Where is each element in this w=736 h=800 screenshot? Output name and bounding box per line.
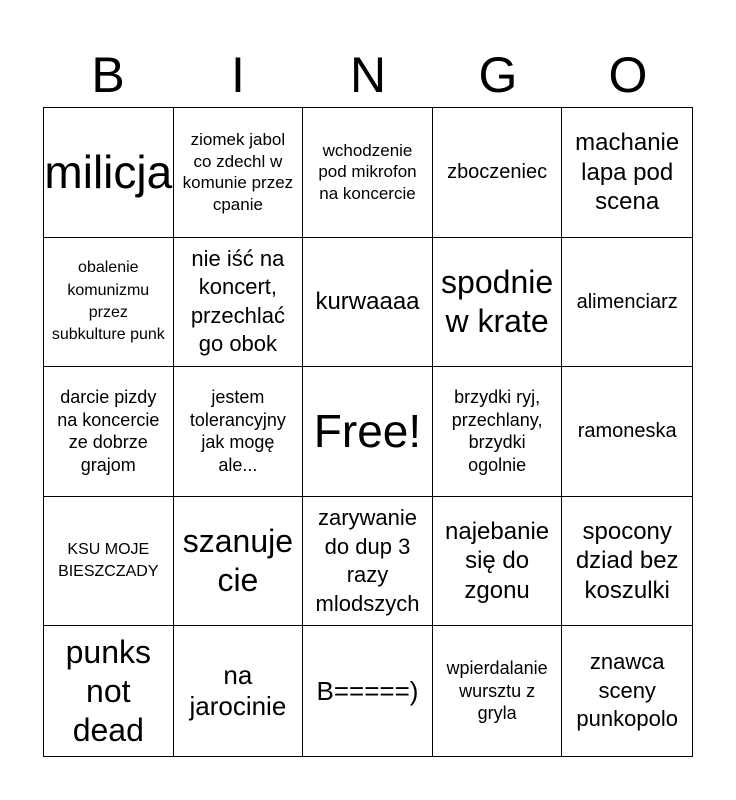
bingo-cell[interactable]: punks not dead bbox=[44, 626, 174, 756]
bingo-cell[interactable]: spodnie w krate bbox=[433, 238, 563, 368]
bingo-cell[interactable]: najebanie się do zgonu bbox=[433, 497, 563, 627]
bingo-board bbox=[43, 107, 693, 757]
bingo-cell[interactable]: zboczeniec bbox=[433, 108, 563, 238]
bingo-cell[interactable]: machanie lapa pod scena bbox=[562, 108, 692, 238]
bingo-cell[interactable]: znawca sceny punkopolo bbox=[576, 649, 678, 732]
bingo-cell[interactable]: B=====) bbox=[303, 626, 433, 756]
header-letter-i: I bbox=[231, 47, 245, 103]
bingo-cell[interactable]: kurwaaaa bbox=[303, 238, 433, 368]
bingo-cell[interactable]: nie iść na koncert, przechlać go obok bbox=[174, 238, 304, 368]
bingo-cell[interactable]: alimenciarz bbox=[562, 238, 692, 368]
header-letter-o: O bbox=[608, 47, 648, 103]
bingo-cell[interactable]: zarywanie do dup 3 razy mlodszych bbox=[303, 497, 433, 627]
header-letter-n: N bbox=[349, 47, 387, 103]
bingo-cell[interactable]: obalenie komunizmu przez subkulture punk bbox=[44, 238, 174, 368]
free-space[interactable]: Free! bbox=[303, 367, 433, 497]
bingo-cell[interactable]: ziomek jabol co zdechl w komunie przez cpanie bbox=[174, 108, 304, 238]
bingo-cell[interactable]: ramoneska bbox=[562, 367, 692, 497]
bingo-cell[interactable]: milicja bbox=[44, 108, 174, 238]
header-letter-b: B bbox=[91, 47, 125, 103]
bingo-cell[interactable]: szanuje cie bbox=[174, 497, 304, 627]
bingo-cell[interactable]: jestem tolerancyjny jak mogę ale... bbox=[174, 367, 304, 497]
bingo-cell[interactable]: KSU MOJE BIESZCZADY bbox=[44, 497, 174, 627]
bingo-cell[interactable]: brzydki ryj, przechlany, brzydki ogolnie bbox=[433, 367, 563, 497]
bingo-cell[interactable]: na jarocinie bbox=[174, 626, 304, 756]
header-letter-g: G bbox=[478, 47, 518, 103]
bingo-cell[interactable]: spocony dziad bez koszulki bbox=[562, 497, 692, 627]
bingo-cell[interactable]: wpierdalanie wursztu z gryla bbox=[433, 626, 563, 756]
bingo-header bbox=[43, 44, 693, 106]
bingo-cell[interactable]: wchodzenie pod mikrofon na koncercie bbox=[303, 108, 433, 238]
bingo-cell[interactable]: darcie pizdy na koncercie ze dobrze grajom bbox=[44, 367, 174, 497]
